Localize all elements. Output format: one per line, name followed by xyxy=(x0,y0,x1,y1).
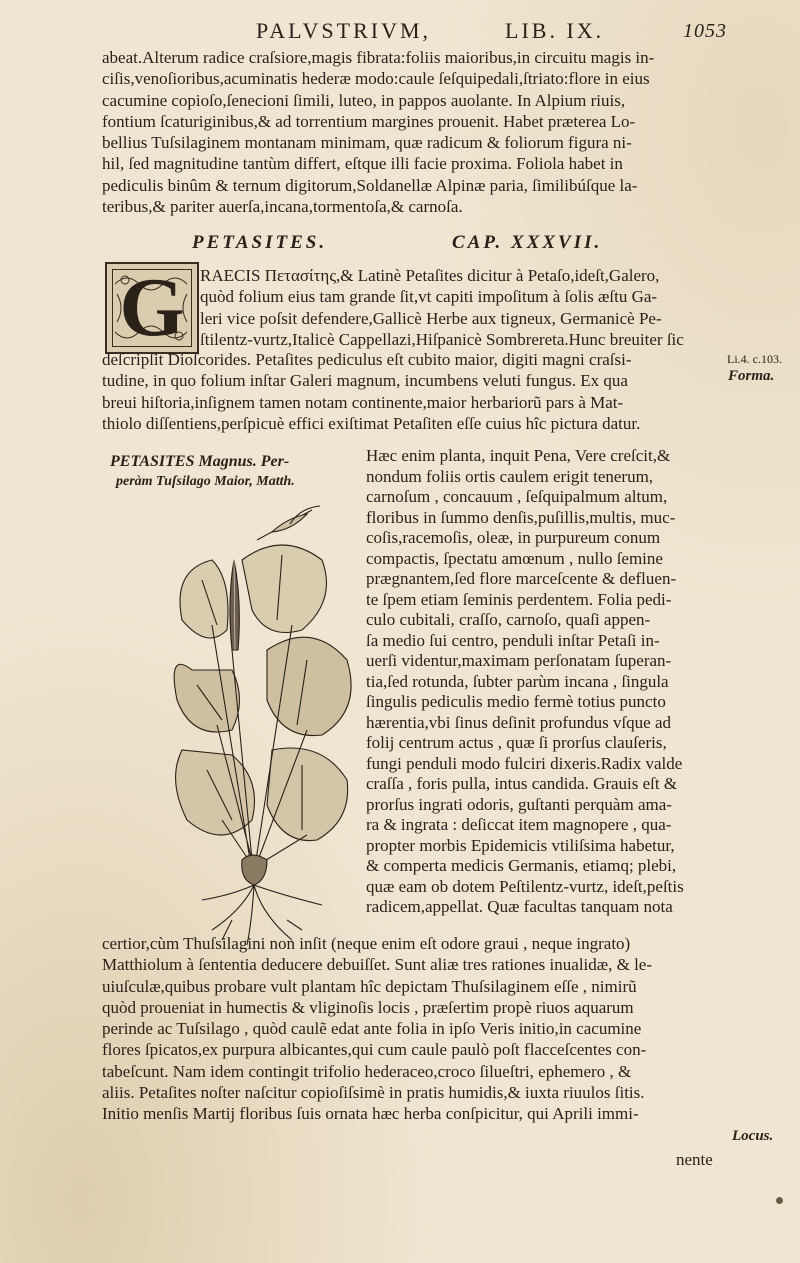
paragraph-2-continued xyxy=(102,349,724,434)
text-line: teribus,& pariter auerſa,incana,tormentoſa,& carnoſa. xyxy=(102,197,463,217)
text-line: prorſus ingrati odoris, guſtanti perquàm ama- xyxy=(366,794,672,814)
bottom-paragraph xyxy=(102,933,724,1125)
text-line: quæ eam ob dotem Peſtilentz-vurtz, ideſt,peſtis xyxy=(366,876,684,896)
text-line: quòd proueniat in humectis & vliginoſis locis , præſertim propè riuos aquarum xyxy=(102,997,634,1017)
margin-note-forma: Forma. xyxy=(728,368,775,384)
text-line: tia,ſed rotunda, ſubter parùm incana , ſingula xyxy=(366,671,669,691)
text-line: aliis. Petaſites noſter naſcitur copioſiſsimè in pratis humidis,& iuxta riuulos ſitis. xyxy=(102,1083,645,1103)
text-line: hil, ſed magnitudine tantùm differt, eſtque illi facie proxima. Foliola habet in xyxy=(102,154,623,174)
text-line: bellius Tuſsilaginem montanam minimam, quæ radicum & foliorum figura ni- xyxy=(102,133,632,153)
text-line: fontium ſcaturiginibus,& ad torrentium margines prouenit. Habet præterea Lo- xyxy=(102,111,636,131)
margin-note-locus: Locus. xyxy=(732,1128,774,1144)
right-column-text xyxy=(366,446,724,918)
text-line: hærentia,vbi ſinus deſinit profundus vſque ad xyxy=(366,712,672,732)
caption-line-1: PETASITES Magnus. Per- xyxy=(110,453,290,470)
text-line: radicem,appellat. Quæ facultas tanquam nota xyxy=(366,897,673,916)
text-line: ſingulis pediculis medio fermè totius puncto xyxy=(366,692,666,711)
text-line: perinde ac Tuſsilago , quòd caulẽ edat ante folia in ipſo Veris initio,in cacumine xyxy=(102,1019,642,1039)
text-line: flores ſpicatos,ex purpura albicantes,qui cum caule paulò poſt flacceſcentes con- xyxy=(102,1040,647,1060)
text-line: & comperta medicis Germanis, etiamq; plebi, xyxy=(366,856,677,875)
figure-caption xyxy=(110,452,360,492)
text-line: RAECIS Πετασίτης,& Latinè Petaſites dicitur à Petaſo,ideſt,Galero, xyxy=(200,266,660,285)
text-line: ſtilentz-vurtz,Italicè Cappellazi,Hiſpanicè Sombrereta.Hunc breuiter ſic xyxy=(200,329,684,349)
paragraph-2-opening xyxy=(200,265,724,350)
book-number: LIB. IX. xyxy=(505,18,605,43)
text-line: ciſis,venoſioribus,acuminatis hederæ modo:caule ſeſquipedali,ſtriato:flore in eius xyxy=(102,69,650,89)
text-line: tudine, in quo folium inſtar Galeri magnum, incumbens veluti fungus. Ex qua xyxy=(102,371,628,391)
chapter-number: CAP. XXXVII. xyxy=(452,232,603,253)
text-line: certior,cùm Thuſsilagini non inſit (neque enim eſt odore graui , neque ingrato) xyxy=(102,934,631,953)
text-line: Matthiolum à ſententia deducere debuiſſet. Sunt aliæ tres rationes inualidæ, & le- xyxy=(102,955,653,975)
chapter-title: PETASITES. xyxy=(192,232,328,253)
running-header xyxy=(0,14,800,44)
text-line: te ſpem etiam ſeminis perdentem. Folia pedi- xyxy=(366,589,672,609)
text-line: ſa medio ſui centro, penduli inſtar Petaſi in- xyxy=(366,630,660,650)
text-line: propter morbis Epidemicis vtiliſsima habetur, xyxy=(366,835,675,855)
text-line: tabeſcunt. Nam idem contingit trifolio hederaceo,croco ſilueſtri, ephemero , & xyxy=(102,1061,632,1081)
text-line: abeat.Alterum radice craſsiore,magis fibrata:foliis maioribus,in circuitu magis in- xyxy=(102,48,655,67)
running-title: PALVSTRIVM, xyxy=(256,18,432,43)
text-line: folij centrum actus , quæ ſi prorſus clauſeris, xyxy=(366,733,667,752)
ink-spot xyxy=(776,1197,783,1204)
text-line: culo cubitali, craſſo, carnoſo, quaſi appen- xyxy=(366,610,651,629)
text-line: cacumine copioſo,ſenecioni ſimili, luteo, in pappos auolante. In Alpium riuis, xyxy=(102,90,626,110)
text-line: Initio menſis Martij floribus ſuis ornata hæc herba conſpicitur, qui Aprili immi- xyxy=(102,1104,639,1124)
text-line: nondum foliis ortis caulem erigit tenerum, xyxy=(366,466,654,486)
text-line: pediculis binûm & ternum digitorum,Soldanellæ Alpinæ paria, ſimilibúſque la- xyxy=(102,175,638,195)
chapter-heading xyxy=(192,232,752,254)
paragraph-1 xyxy=(102,47,724,217)
text-line: uerſi videntur,maximam perſonatam ſuperan- xyxy=(366,651,672,670)
initial-letter: G xyxy=(119,261,185,354)
text-line: prægnantem,ſed flore marceſcente & defluen- xyxy=(366,569,677,588)
text-line: craſſa , foris pulla, intus candida. Grauis eſt & xyxy=(366,774,678,793)
text-line: uiuſculæ,quibus probare vult plantam hîc depictam Thuſsilaginem eſſe , nimirũ xyxy=(102,976,637,996)
text-line: thiolo diſſentiens,perſpicuè effici exiſtimat Petaſiten eſſe cuius hîc pictura datur. xyxy=(102,413,641,433)
text-line: floribus in ſummo denſis,puſillis,multis, muc- xyxy=(366,507,676,527)
catchword: nente xyxy=(676,1150,713,1169)
text-line: breui hiſtoria,inſignem tamen notam continente,maior herbariorũ pars à Mat- xyxy=(102,392,624,412)
text-line: ra & ingrata : deſiccat item magnopere , qua- xyxy=(366,815,672,834)
caption-line-2: peràm Tuſsilago Maior, Matth. xyxy=(116,474,295,489)
page-number: 1053 xyxy=(683,20,727,42)
text-line: quòd folium eius tam grande ſit,vt capiti impoſitum à ſolis æſtu Ga- xyxy=(200,287,658,307)
margin-reference: Li.4. c.103. xyxy=(727,352,782,366)
text-line: leri vice poſsit defendere,Gallicè Herbe aux tigneux, Germanicè Pe- xyxy=(200,308,662,328)
decorated-initial xyxy=(105,262,199,354)
text-line: deſcripſit Dioſcorides. Petaſites pediculus eſt cubito maior, digiti magni craſsi- xyxy=(102,350,632,369)
text-line: Hæc enim planta, inquit Pena, Vere creſcit,& xyxy=(366,446,671,465)
text-line: coſis,racemoſis, oleæ, in purpureum conum xyxy=(366,528,661,547)
text-line: compactis, ſpectatu amœnum , nullo ſemine xyxy=(366,548,663,568)
petasites-woodcut-icon xyxy=(172,500,362,950)
text-line: fungi penduli modo fulciri dixeris.Radix valde xyxy=(366,753,683,773)
text-line: carnoſum , concauum , ſeſquipalmum altum, xyxy=(366,487,668,506)
